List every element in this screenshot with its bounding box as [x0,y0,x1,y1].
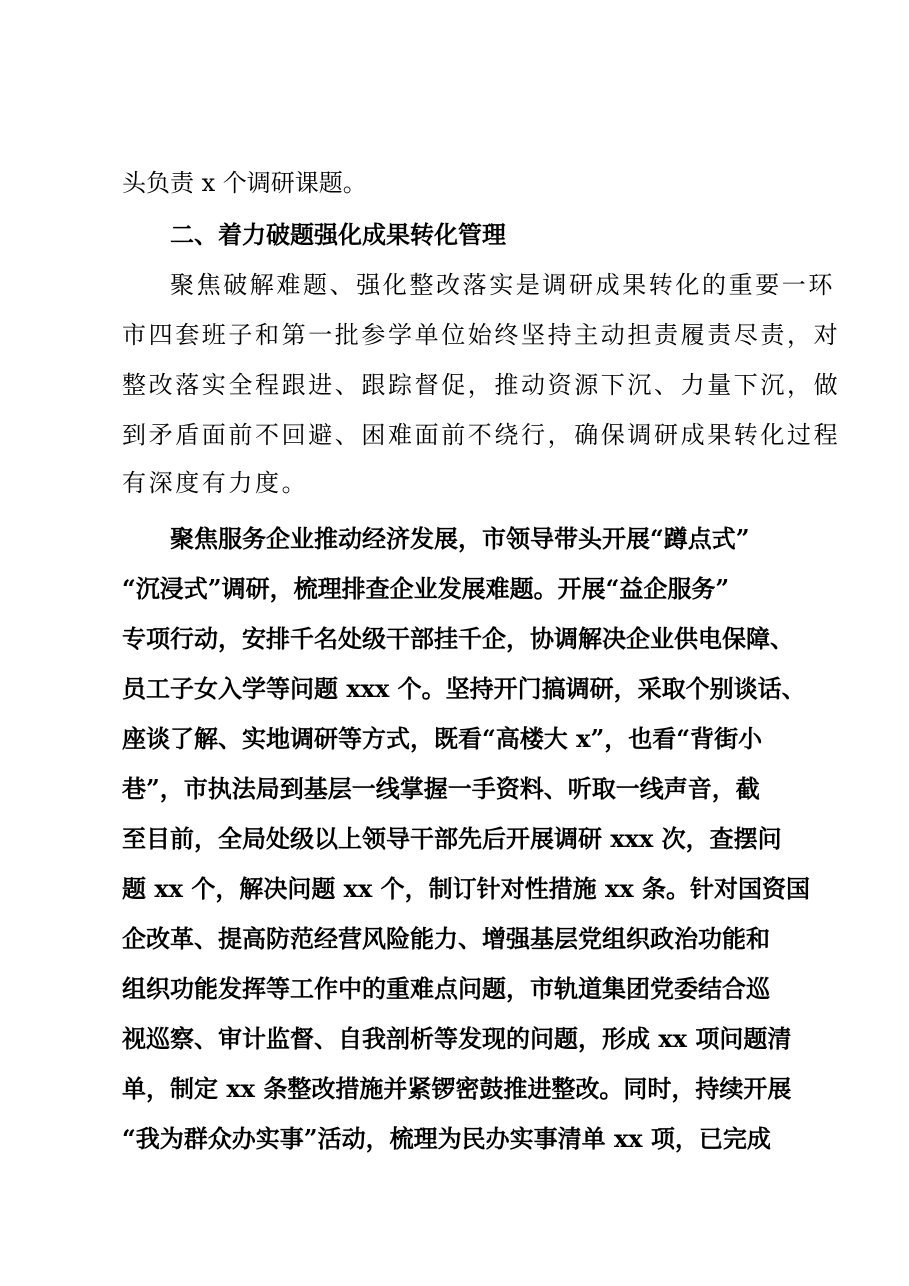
text-line-10: 专项行动，安排千名处级干部挂千企，协调解决企业供电保障、 [122,624,794,653]
text-line-12: 座谈了解、实地调研等方式，既看“高楼大 x”，也看“背街小 [122,724,763,753]
text-line-4: 市四套班子和第一批参学单位始终坚持主动担责履责尽责，对 [122,321,841,349]
text-line-9: “沉浸式”调研，梳理排查企业发展难题。开展“益企服务” [122,574,730,603]
text-line-11: 员工子女入学等问题 xxx 个。坚持开门搞调研，采取个别谈话、 [122,674,806,703]
section-heading: 二、着力破题强化成果转化管理 [170,220,506,249]
text-line-7: 有深度有力度。 [122,469,309,497]
text-line-8: 聚焦服务企业推动经济发展，市领导带头开展“蹲点式” [170,524,750,553]
text-line-17: 组织功能发挥等工作中的重难点问题，市轨道集团党委结合巡 [122,974,770,1003]
text-line-6: 到矛盾面前不回避、困难面前不绕行，确保调研成果转化过程 [122,421,841,449]
text-line-19: 单，制定 xx 条整改措施并紧锣密鼓推进整改。同时，持续开展 [122,1074,792,1103]
text-line-14: 至目前，全局处级以上领导干部先后开展调研 xxx 次，查摆问 [122,824,782,853]
text-line-1: 头负责 x 个调研课题。 [122,169,367,197]
text-line-5: 整改落实全程跟进、跟踪督促，推动资源下沉、力量下沉，做 [122,371,841,399]
text-line-18: 视巡察、审计监督、自我剖析等发现的问题，形成 xx 项问题清 [122,1024,792,1053]
text-line-16: 企改革、提高防范经营风险能力、增强基层党组织政治功能和 [122,924,770,953]
text-line-15: 题 xx 个，解决问题 xx 个，制订针对性措施 xx 条。针对国资国 [122,874,810,903]
text-line-20: “我为群众办实事”活动，梳理为民办实事清单 xx 项，已完成 [122,1124,771,1153]
text-line-13: 巷”，市执法局到基层一线掌握一手资料、听取一线声音，截 [122,774,760,803]
text-line-3: 聚焦破解难题、强化整改落实是调研成果转化的重要一环 [170,271,835,299]
